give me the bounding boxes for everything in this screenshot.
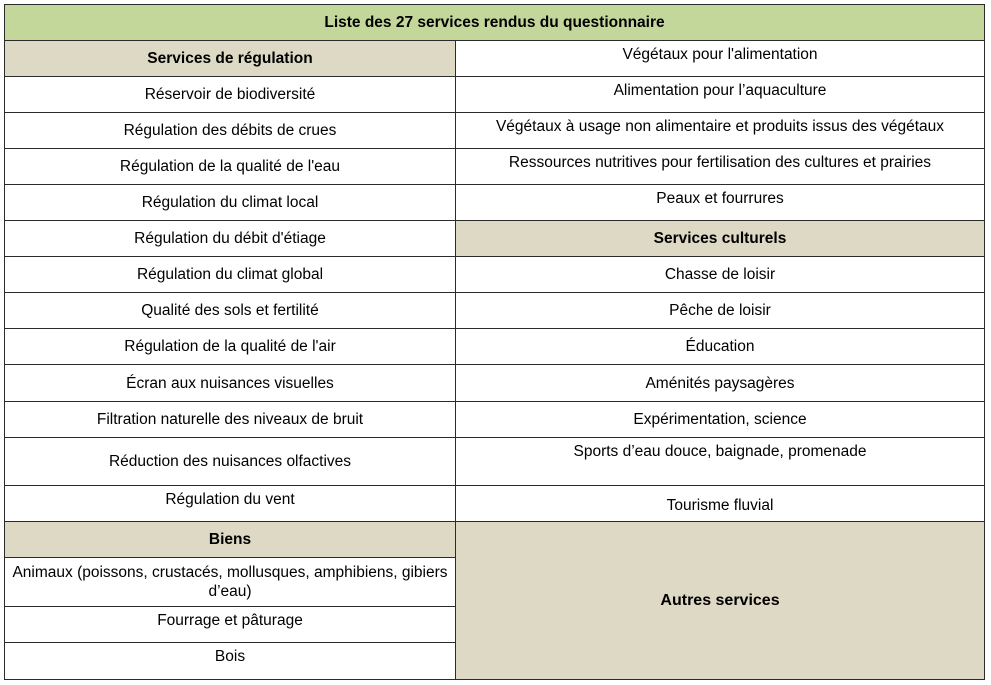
culturels-item: Sports d’eau douce, baignade, promenade bbox=[456, 438, 985, 486]
regulation-item: Réduction des nuisances olfactives bbox=[5, 438, 456, 486]
culturels-item: Expérimentation, science bbox=[456, 402, 985, 438]
biens-item: Bois bbox=[5, 643, 456, 680]
biens-item: Fourrage et pâturage bbox=[5, 607, 456, 643]
biens-item: Végétaux pour l'alimentation bbox=[456, 41, 985, 77]
biens-header: Biens bbox=[5, 522, 456, 558]
regulation-item: Régulation du climat local bbox=[5, 185, 456, 221]
biens-item: Peaux et fourrures bbox=[456, 185, 985, 221]
regulation-item: Qualité des sols et fertilité bbox=[5, 293, 456, 329]
culturels-item: Pêche de loisir bbox=[456, 293, 985, 329]
regulation-item: Réservoir de biodiversité bbox=[5, 77, 456, 113]
biens-item: Animaux (poissons, crustacés, mollusques, amphibiens, gibiers d’eau) bbox=[5, 558, 456, 607]
culturels-item: Aménités paysagères bbox=[456, 365, 985, 402]
culturels-item: Chasse de loisir bbox=[456, 257, 985, 293]
regulation-item: Régulation du débit d'étiage bbox=[5, 221, 456, 257]
services-table bbox=[4, 4, 985, 680]
biens-item: Végétaux à usage non alimentaire et produits issus des végétaux bbox=[456, 113, 985, 149]
regulation-item: Régulation de la qualité de l'eau bbox=[5, 149, 456, 185]
biens-item: Ressources nutritives pour fertilisation des cultures et prairies bbox=[456, 149, 985, 185]
culturels-header: Services culturels bbox=[456, 221, 985, 257]
regulation-item: Régulation du climat global bbox=[5, 257, 456, 293]
culturels-item: Tourisme fluvial bbox=[456, 486, 985, 522]
regulation-header: Services de régulation bbox=[5, 41, 456, 77]
autres-services: Autres services bbox=[456, 522, 985, 680]
regulation-item: Régulation de la qualité de l'air bbox=[5, 329, 456, 365]
regulation-item: Filtration naturelle des niveaux de bruit bbox=[5, 402, 456, 438]
regulation-item: Régulation du vent bbox=[5, 486, 456, 522]
culturels-item: Éducation bbox=[456, 329, 985, 365]
regulation-item: Écran aux nuisances visuelles bbox=[5, 365, 456, 402]
table-title: Liste des 27 services rendus du questionnaire bbox=[5, 5, 985, 41]
regulation-item: Régulation des débits de crues bbox=[5, 113, 456, 149]
biens-item: Alimentation pour l’aquaculture bbox=[456, 77, 985, 113]
